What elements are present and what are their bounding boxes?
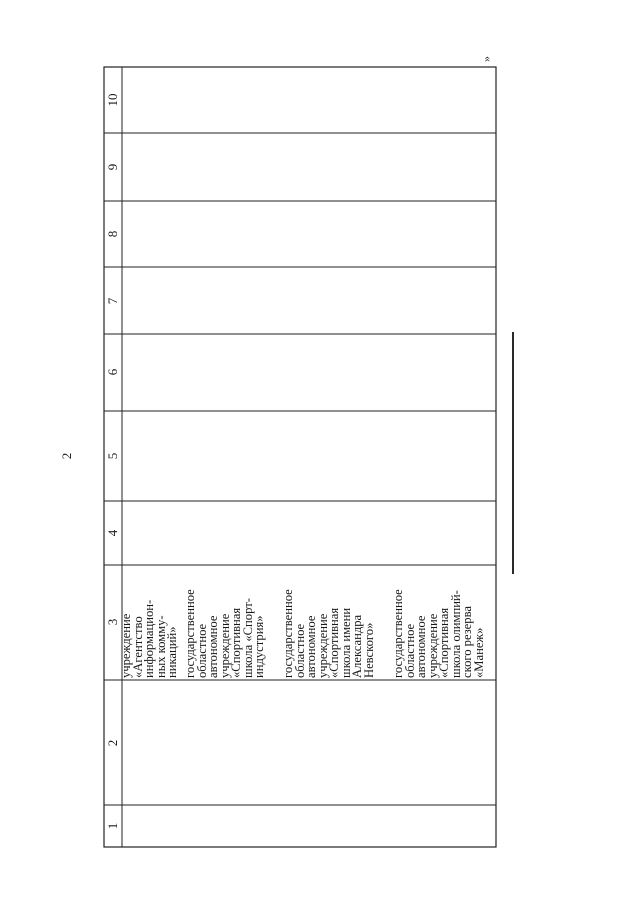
column-header-2: 2 <box>105 739 120 747</box>
column-header-5: 5 <box>105 452 120 460</box>
cell-line: государственное <box>183 589 197 678</box>
cell-line: «Манеж» <box>471 627 486 678</box>
cell-line: областное <box>402 623 417 678</box>
cell-line: государственное <box>391 589 405 678</box>
cell-institution-nevsky <box>283 589 375 678</box>
cell-line: автономное <box>206 615 220 678</box>
cell-line: школа «Спорт- <box>240 598 255 678</box>
cell-line: информацион- <box>142 599 156 678</box>
cell-line: «Агентство <box>130 616 145 678</box>
cell-line: учреждение <box>217 613 232 678</box>
column-header-9: 9 <box>105 163 120 171</box>
cell-line: учреждение <box>425 613 440 678</box>
cell-institution-manezh <box>393 589 485 678</box>
cell-line: Александра <box>350 614 364 678</box>
cell-line: автономное <box>304 615 318 678</box>
cell-line: школа олимпий- <box>448 590 463 678</box>
cell-line: областное <box>292 623 307 678</box>
cell-institution-sportindustria <box>185 589 266 678</box>
cell-line: никаций» <box>165 626 179 678</box>
cell-line: индустрия» <box>252 615 266 678</box>
cell-line: областное <box>194 623 209 678</box>
cell-line: государственное <box>281 589 295 678</box>
cell-institution-agency <box>121 600 179 678</box>
column-header-3: 3 <box>105 618 120 626</box>
cell-line: «Спортивная <box>229 607 243 678</box>
cell-line: учреждение <box>119 613 133 678</box>
column-header-8: 8 <box>105 230 120 238</box>
cell-line: учреждение <box>315 613 330 678</box>
cell-line: автономное <box>414 615 428 678</box>
cell-line: ных комму- <box>153 615 168 678</box>
column-header-7: 7 <box>105 297 120 305</box>
closing-quote-mark: » <box>479 56 493 62</box>
table-border <box>104 67 496 847</box>
column-header-6: 6 <box>105 368 120 376</box>
cell-line: «Спортивная <box>327 607 341 678</box>
column-header-10: 10 <box>105 93 120 107</box>
cell-line: «Спортивная <box>437 607 451 678</box>
cell-line: Невского» <box>361 622 376 678</box>
column-header-4: 4 <box>105 529 120 537</box>
cell-line: ского резерва <box>460 606 474 678</box>
column-header-1: 1 <box>105 822 120 830</box>
page-number: 2 <box>59 452 74 460</box>
cell-line: школа имени <box>338 607 353 678</box>
